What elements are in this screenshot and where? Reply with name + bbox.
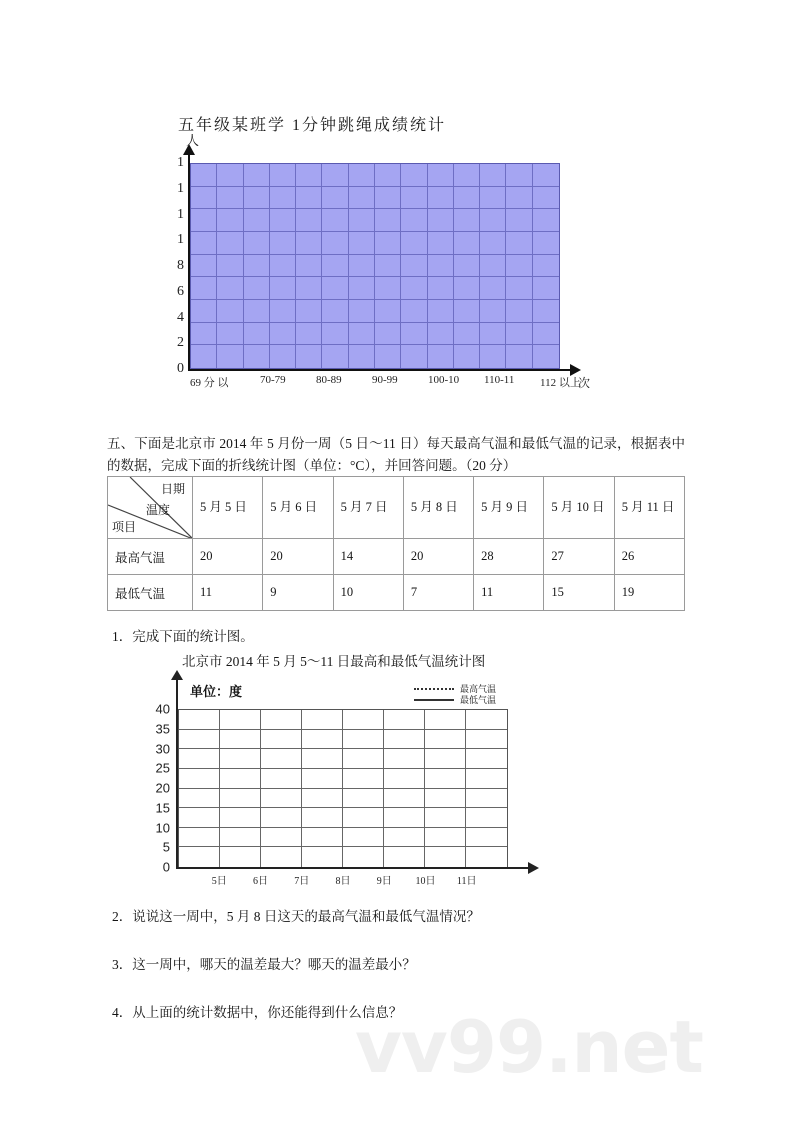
- chart2-grid-cell: [179, 769, 220, 789]
- chart2-x-tick-label: 6日: [253, 876, 268, 887]
- chart2-grid-cell: [261, 730, 302, 750]
- chart2-grid-cell: [179, 789, 220, 809]
- chart1-grid-cell: [480, 323, 506, 346]
- chart2-grid-cell: [425, 749, 466, 769]
- chart1-grid-cell: [296, 300, 322, 323]
- chart1-y-tick-label: 2: [177, 335, 184, 351]
- chart2-grid-cell: [466, 789, 507, 809]
- chart1-grid-cell: [401, 232, 427, 255]
- chart1-grid-cell: [480, 187, 506, 210]
- chart1-grid-cell: [375, 277, 401, 300]
- chart1-grid-cell: [401, 323, 427, 346]
- chart1-grid-cell: [401, 277, 427, 300]
- chart2-y-tick-label: 25: [155, 760, 170, 776]
- chart1-grid-cell: [270, 277, 296, 300]
- chart2-grid-cell: [384, 828, 425, 848]
- chart2-y-axis-labels: [138, 701, 170, 875]
- legend-label-high: 最高气温: [460, 684, 497, 694]
- chart2-grid-cell: [466, 847, 507, 867]
- chart1-grid-cell: [454, 323, 480, 346]
- chart2-grid-cell: [179, 710, 220, 730]
- chart1-grid-cell: [428, 277, 454, 300]
- chart2-grid-cell: [220, 828, 261, 848]
- chart1-grid-cell: [533, 209, 559, 232]
- chart1-x-tick-label: 110-11: [484, 374, 515, 386]
- chart1-y-axis-labels: [160, 155, 184, 376]
- chart1-grid-cell: [533, 187, 559, 210]
- chart2-y-tick-label: 10: [155, 820, 170, 835]
- chart1-grid-cell: [322, 277, 348, 300]
- chart2-x-tick-label: 9日: [376, 876, 392, 887]
- chart1-grid-cell: [191, 323, 217, 346]
- question-list: [112, 905, 672, 1049]
- chart1-grid-cell: [480, 164, 506, 187]
- chart1-grid-cell: [322, 345, 348, 368]
- question-item: 4．从上面的统计数据中，你还能得到什么信息？: [112, 1005, 403, 1020]
- chart1-grid-cell: [349, 164, 375, 187]
- chart1-grid-cell: [244, 209, 270, 232]
- table-column-header: 5 月 9 日: [474, 477, 544, 539]
- chart2-grid-cell: [220, 749, 261, 769]
- chart1-grid-cell: [244, 323, 270, 346]
- chart1-y-tick-label: 1: [177, 232, 184, 248]
- chart2-y-tick-label: 40: [155, 701, 170, 717]
- chart2-grid-cell: [343, 828, 384, 848]
- chart1-grid-cell: [244, 232, 270, 255]
- chart1-grid-cell: [375, 255, 401, 278]
- chart2-grid-cell: [261, 847, 302, 867]
- chart2-grid-cell: [425, 710, 466, 730]
- chart1-grid-cell: [217, 164, 243, 187]
- chart1-grid-cell: [217, 209, 243, 232]
- chart1-grid-cell: [428, 323, 454, 346]
- question-item: 2．说说这一周中，5 月 8 日这天的最高气温和最低气温情况？: [112, 909, 480, 924]
- chart1-grid-cell: [480, 209, 506, 232]
- chart1-plot-grid: [190, 163, 560, 369]
- chart1-grid-cell: [454, 345, 480, 368]
- chart1-grid-cell: [428, 345, 454, 368]
- chart1-grid-cell: [191, 187, 217, 210]
- chart1-grid-cell: [191, 345, 217, 368]
- chart1-grid-cell: [270, 255, 296, 278]
- chart1-x-unit-label: 次: [578, 376, 591, 390]
- table-cell: 20: [263, 539, 333, 575]
- chart1-x-tick-label: 112 以上: [540, 377, 581, 389]
- chart1-grid-cell: [506, 345, 532, 368]
- chart1-grid-cell: [244, 345, 270, 368]
- chart2-grid-cell: [384, 749, 425, 769]
- jump-rope-chart: [0, 0, 800, 400]
- chart2-grid-cell: [220, 847, 261, 867]
- chart1-grid-cell: [454, 300, 480, 323]
- temperature-data-table: [107, 476, 685, 611]
- table-row-header: 最高气温: [108, 539, 193, 575]
- chart2-grid-cell: [466, 730, 507, 750]
- table-cell: 20: [193, 539, 263, 575]
- table-column-header: 5 月 7 日: [333, 477, 403, 539]
- chart1-grid-cell: [428, 187, 454, 210]
- chart1-grid-cell: [322, 232, 348, 255]
- chart2-grid-cell: [302, 789, 343, 809]
- chart1-y-tick-label: 8: [177, 258, 184, 273]
- chart1-y-tick-label: 0: [177, 361, 184, 376]
- chart1-grid-cell: [506, 187, 532, 210]
- chart1-grid-cell: [349, 323, 375, 346]
- table-cell: 26: [614, 539, 684, 575]
- table-cell: 15: [544, 575, 614, 611]
- chart1-grid-cell: [401, 187, 427, 210]
- chart2-x-axis: [176, 867, 531, 869]
- chart1-grid-cell: [480, 232, 506, 255]
- chart2-grid-cell: [425, 730, 466, 750]
- chart1-grid-cell: [322, 209, 348, 232]
- chart2-grid-cell: [343, 769, 384, 789]
- chart2-grid-cell: [384, 808, 425, 828]
- chart2-y-tick-label: 35: [155, 721, 170, 737]
- chart2-y-tick-label: 20: [155, 780, 170, 796]
- chart1-grid-cell: [296, 164, 322, 187]
- legend-item-low: [414, 694, 496, 705]
- chart2-grid-cell: [384, 847, 425, 867]
- chart1-grid-cell: [533, 232, 559, 255]
- chart2-y-tick-label: 15: [155, 800, 170, 816]
- table-cell: 20: [403, 539, 473, 575]
- question-item: 3．这一周中，哪天的温差最大？哪天的温差最小？: [112, 957, 416, 972]
- chart1-grid-cell: [217, 300, 243, 323]
- chart2-y-tick-label: 0: [162, 859, 170, 875]
- chart1-grid-cell: [244, 187, 270, 210]
- chart2-grid-cell: [302, 808, 343, 828]
- chart1-grid-cell: [217, 323, 243, 346]
- chart1-grid-cell: [270, 232, 296, 255]
- chart1-x-axis: [188, 369, 573, 371]
- chart2-grid-cell: [302, 769, 343, 789]
- chart2-grid-cell: [179, 749, 220, 769]
- chart1-grid-cell: [533, 277, 559, 300]
- chart1-grid-cell: [506, 232, 532, 255]
- chart2-x-tick-label: 8日: [335, 876, 351, 887]
- corner-label-temperature: 温度: [145, 503, 170, 517]
- chart1-y-tick-label: 1: [177, 206, 184, 222]
- chart2-y-tick-label: 5: [162, 839, 170, 855]
- corner-label-item: 项目: [112, 520, 137, 534]
- table-corner-cell: [108, 477, 193, 539]
- chart1-grid-cell: [191, 232, 217, 255]
- chart2-grid-cell: [179, 730, 220, 750]
- chart2-x-tick-label: 7日: [294, 876, 310, 887]
- chart2-grid-cell: [466, 710, 507, 730]
- chart1-grid-cell: [506, 277, 532, 300]
- chart1-grid-cell: [349, 187, 375, 210]
- chart2-grid-cell: [220, 710, 261, 730]
- chart1-grid-cell: [375, 300, 401, 323]
- chart2-grid-cell: [302, 749, 343, 769]
- chart1-grid-cell: [401, 255, 427, 278]
- chart1-grid-cell: [322, 187, 348, 210]
- chart2-grid-cell: [220, 769, 261, 789]
- chart1-grid-cell: [401, 300, 427, 323]
- chart2-title: 北京市 2014 年 5 月 5～11 日最高和最低气温统计图: [182, 654, 486, 669]
- chart1-y-tick-label: 1: [177, 180, 184, 196]
- chart2-grid-cell: [384, 730, 425, 750]
- chart1-grid-cell: [428, 300, 454, 323]
- chart2-grid-cell: [302, 847, 343, 867]
- chart1-grid-cell: [217, 277, 243, 300]
- chart1-x-tick-label: 90-99: [372, 374, 398, 386]
- chart1-grid-cell: [506, 255, 532, 278]
- chart1-grid-cell: [191, 277, 217, 300]
- chart1-grid-cell: [454, 209, 480, 232]
- chart1-grid-cell: [296, 209, 322, 232]
- chart2-grid-cell: [261, 808, 302, 828]
- chart1-grid-cell: [244, 300, 270, 323]
- chart2-grid-cell: [261, 769, 302, 789]
- table-header-row: [108, 477, 685, 539]
- chart1-grid-cell: [533, 164, 559, 187]
- chart1-x-tick-label: 70-79: [260, 374, 286, 386]
- chart2-grid-cell: [302, 710, 343, 730]
- chart2-grid-cell: [261, 789, 302, 809]
- chart1-grid-cell: [217, 232, 243, 255]
- chart2-grid-cell: [425, 847, 466, 867]
- chart1-grid-cell: [349, 232, 375, 255]
- chart1-grid-cell: [244, 164, 270, 187]
- table-cell: 7: [403, 575, 473, 611]
- chart1-grid-cell: [349, 277, 375, 300]
- chart2-x-axis-labels: [178, 870, 538, 888]
- chart1-grid-cell: [506, 300, 532, 323]
- chart2-grid-cell: [384, 769, 425, 789]
- chart2-grid-cell: [425, 769, 466, 789]
- chart2-plot-grid: [178, 709, 508, 867]
- chart2-x-tick-label: 11日: [456, 876, 477, 887]
- chart1-grid-cell: [349, 345, 375, 368]
- chart1-grid-cell: [454, 187, 480, 210]
- table-row: [108, 539, 685, 575]
- dotted-line-icon: [414, 688, 454, 690]
- chart2-grid-cell: [343, 808, 384, 828]
- chart1-grid-cell: [375, 323, 401, 346]
- chart1-grid-cell: [244, 277, 270, 300]
- chart1-grid-cell: [533, 255, 559, 278]
- chart1-grid-cell: [428, 232, 454, 255]
- chart2-y-tick-label: 30: [155, 741, 170, 756]
- chart2-grid-cell: [302, 828, 343, 848]
- chart1-grid-cell: [401, 164, 427, 187]
- chart2-grid-cell: [425, 808, 466, 828]
- chart1-grid-cell: [375, 187, 401, 210]
- chart1-grid-cell: [191, 255, 217, 278]
- table-column-header: 5 月 6 日: [263, 477, 333, 539]
- table-cell: 11: [193, 575, 263, 611]
- chart1-grid-cell: [270, 164, 296, 187]
- table-cell: 10: [333, 575, 403, 611]
- section-five-paragraph: 五、下面是北京市 2014 年 5 月份一周（5 日～11 日）每天最高气温和最低气温的记录，根据表中的数据，完成下面的折线统计图（单位：°C），并回答问题。（20 分）: [107, 436, 685, 473]
- chart2-grid-cell: [384, 789, 425, 809]
- chart1-grid-cell: [506, 164, 532, 187]
- chart2-grid-cell: [466, 828, 507, 848]
- chart2-x-tick-label: 5日: [211, 876, 227, 887]
- chart1-grid-cell: [349, 209, 375, 232]
- chart1-grid-cell: [506, 323, 532, 346]
- chart1-grid-cell: [533, 345, 559, 368]
- table-cell: 27: [544, 539, 614, 575]
- chart1-grid-cell: [533, 300, 559, 323]
- chart1-x-tick-label: 69 分 以: [190, 377, 229, 389]
- chart1-y-tick-label: 4: [177, 309, 184, 325]
- chart1-y-tick-label: 6: [177, 283, 184, 299]
- chart1-grid-cell: [428, 255, 454, 278]
- chart1-x-axis-labels: [188, 372, 591, 394]
- chart2-grid-cell: [261, 749, 302, 769]
- chart1-grid-cell: [480, 277, 506, 300]
- chart2-grid-cell: [220, 808, 261, 828]
- chart1-grid-cell: [270, 323, 296, 346]
- chart1-grid-cell: [480, 255, 506, 278]
- chart1-grid-cell: [349, 255, 375, 278]
- chart1-grid-cell: [375, 232, 401, 255]
- table-cell: 11: [474, 575, 544, 611]
- chart2-grid-cell: [466, 808, 507, 828]
- chart1-x-tick-label: 80-89: [316, 374, 342, 386]
- chart1-title: 五年级某班学 1分钟跳绳成绩统计: [178, 117, 447, 134]
- chart2-grid-cell: [220, 730, 261, 750]
- chart1-grid-cell: [296, 323, 322, 346]
- table-row: [108, 575, 685, 611]
- chart2-grid-cell: [343, 730, 384, 750]
- chart1-grid-cell: [322, 164, 348, 187]
- table-cell: 14: [333, 539, 403, 575]
- chart2-grid-cell: [343, 789, 384, 809]
- chart1-grid-cell: [296, 255, 322, 278]
- chart1-grid-cell: [270, 187, 296, 210]
- chart2-grid-cell: [466, 769, 507, 789]
- chart2-grid-cell: [343, 847, 384, 867]
- table-column-header: 5 月 5 日: [193, 477, 263, 539]
- chart1-grid-cell: [191, 209, 217, 232]
- legend-label-low: 最低气温: [460, 695, 497, 705]
- chart1-grid-cell: [244, 255, 270, 278]
- chart1-grid-cell: [217, 345, 243, 368]
- chart1-grid-cell: [349, 300, 375, 323]
- chart1-grid-cell: [533, 323, 559, 346]
- chart1-grid-cell: [191, 164, 217, 187]
- chart1-grid-cell: [454, 255, 480, 278]
- chart2-grid-cell: [261, 828, 302, 848]
- chart2-grid-cell: [425, 828, 466, 848]
- chart1-grid-cell: [375, 164, 401, 187]
- corner-label-date: 日期: [160, 482, 185, 496]
- chart1-grid-cell: [480, 300, 506, 323]
- chart1-grid-cell: [454, 232, 480, 255]
- chart1-grid-cell: [322, 323, 348, 346]
- chart1-grid-cell: [401, 209, 427, 232]
- chart2-grid-cell: [343, 710, 384, 730]
- chart1-grid-cell: [270, 300, 296, 323]
- site-watermark: vv99.net: [355, 1005, 703, 1089]
- table-column-header: 5 月 10 日: [544, 477, 614, 539]
- chart2-grid-cell: [425, 789, 466, 809]
- table-cell: 9: [263, 575, 333, 611]
- chart2-grid-cell: [302, 730, 343, 750]
- chart1-grid-cell: [322, 300, 348, 323]
- chart2-grid-cell: [179, 847, 220, 867]
- chart1-grid-cell: [270, 209, 296, 232]
- chart1-grid-cell: [428, 209, 454, 232]
- chart1-grid-cell: [428, 164, 454, 187]
- chart1-grid-cell: [375, 345, 401, 368]
- chart1-grid-cell: [270, 345, 296, 368]
- chart1-grid-cell: [296, 345, 322, 368]
- chart1-x-tick-label: 100-10: [428, 374, 460, 386]
- chart2-grid-cell: [384, 710, 425, 730]
- chart1-grid-cell: [506, 209, 532, 232]
- chart2-x-tick-label: 10日: [415, 876, 436, 887]
- chart2-grid-cell: [466, 749, 507, 769]
- table-row-header: 最低气温: [108, 575, 193, 611]
- chart1-grid-cell: [322, 255, 348, 278]
- chart2-grid-cell: [220, 789, 261, 809]
- question-1-text: 1．完成下面的统计图。: [112, 629, 254, 644]
- chart1-grid-cell: [191, 300, 217, 323]
- chart2-legend: [414, 683, 496, 705]
- chart1-grid-cell: [454, 277, 480, 300]
- chart1-y-unit-label: 人: [186, 133, 200, 148]
- chart2-grid-cell: [179, 808, 220, 828]
- chart1-grid-cell: [217, 255, 243, 278]
- table-cell: 28: [474, 539, 544, 575]
- chart1-grid-cell: [480, 345, 506, 368]
- solid-line-icon: [414, 699, 454, 701]
- chart1-y-tick-label: 1: [177, 155, 184, 170]
- chart1-grid-cell: [217, 187, 243, 210]
- chart2-grid-cell: [179, 828, 220, 848]
- chart2-grid-cell: [343, 749, 384, 769]
- table-cell: 19: [614, 575, 684, 611]
- chart1-grid-cell: [296, 277, 322, 300]
- chart1-grid-cell: [296, 187, 322, 210]
- chart1-grid-cell: [296, 232, 322, 255]
- table-column-header: 5 月 8 日: [403, 477, 473, 539]
- chart1-grid-cell: [375, 209, 401, 232]
- chart2-grid-cell: [261, 710, 302, 730]
- chart1-grid-cell: [401, 345, 427, 368]
- chart2-unit-label: 单位：度: [190, 684, 243, 699]
- chart1-grid-cell: [454, 164, 480, 187]
- table-column-header: 5 月 11 日: [614, 477, 684, 539]
